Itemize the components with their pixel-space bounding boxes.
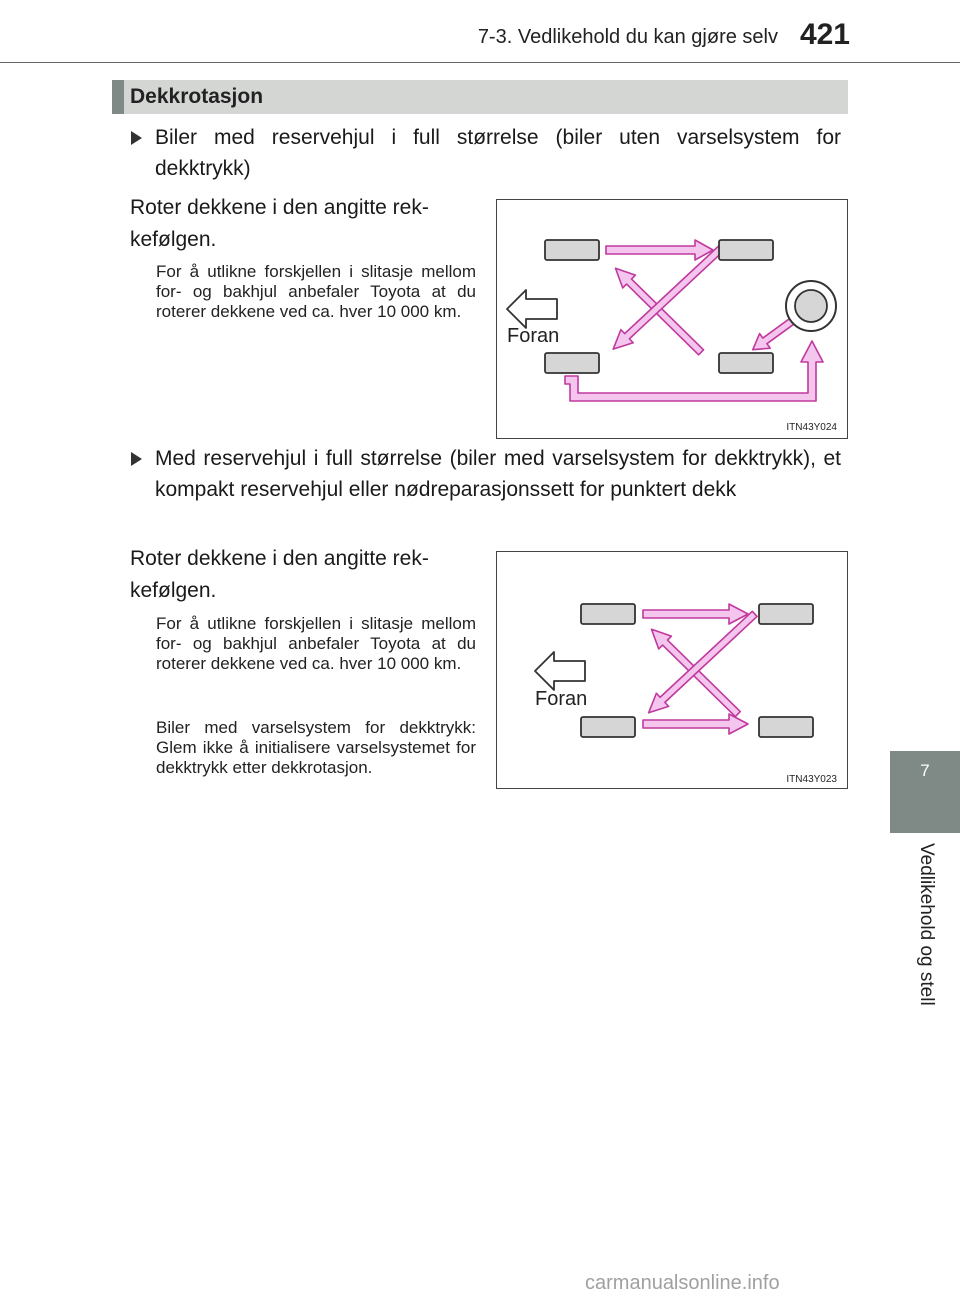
- bullet-text: Biler med reservehjul i full størrelse (biler uten varselsystem for dekktrykk): [155, 126, 841, 180]
- front-left-to-front-right-arrow: [606, 240, 713, 260]
- spare-wheel-inner: [795, 290, 827, 322]
- front-direction-arrow-icon: [507, 290, 557, 328]
- tire-front-left: [581, 604, 635, 624]
- figure-code: ITN43Y023: [786, 774, 837, 785]
- chapter-tab: [890, 751, 960, 833]
- diagonal-arrow-front-right-to-rear-left: [642, 607, 760, 719]
- front-label: Foran: [507, 325, 560, 347]
- tire-rear-right: [759, 717, 813, 737]
- bullet-text: Med reservehjul i full størrelse (biler med varselsystem for dekktrykk), et kompakt reservehjul eller nødreparasjonssett for punktert dekk: [155, 447, 841, 501]
- instruction-line: kefølgen.: [130, 228, 217, 251]
- tire-rear-left: [545, 353, 599, 373]
- tire-front-right: [759, 604, 813, 624]
- tire-front-left: [545, 240, 599, 260]
- figure-code: ITN43Y024: [786, 422, 837, 433]
- spare-to-rear-right-arrow: [747, 314, 796, 357]
- chapter-number: 7: [920, 761, 930, 780]
- rotation-diagram-1: [496, 199, 848, 439]
- diagonal-arrow-front-right-to-rear-left: [607, 241, 728, 356]
- rear-left-to-rear-right-arrow: [643, 714, 748, 734]
- front-direction-arrow-icon: [535, 652, 585, 690]
- front-left-to-front-right-arrow: [643, 604, 748, 624]
- header-divider: [0, 62, 960, 63]
- bullet-item: [155, 122, 841, 184]
- running-header: 7-3. Vedlikehold du kan gjøre selv: [477, 26, 778, 48]
- bullet-triangle-icon: [131, 452, 142, 466]
- instruction-line: Roter dekkene i den angitte rek-: [130, 196, 429, 219]
- instruction-line: Roter dekkene i den angitte rek-: [130, 547, 429, 570]
- watermark-text: carmanualsonline.info: [585, 1272, 780, 1294]
- bullet-item: [155, 443, 841, 505]
- bullet-triangle-icon: [131, 131, 142, 145]
- note-text: For å utlikne forskjellen i slitasje mellom for- og bakhjul anbefaler Toyota at du roterer dekkene ved ca. hver 10 000 km.: [156, 262, 476, 321]
- rotation-diagram-2-svg: [497, 552, 847, 788]
- note-text: Biler med varselsystem for dekktrykk: Glem ikke å initialisere varselsystemet for dekktrykk etter dekkrotasjon.: [156, 718, 476, 777]
- tire-rear-left: [581, 717, 635, 737]
- rotation-diagram-2: [496, 551, 848, 789]
- front-label: Foran: [535, 688, 588, 710]
- instruction-text: [130, 192, 476, 256]
- section-title: Dekkrotasjon: [130, 85, 264, 108]
- tire-rear-right: [719, 353, 773, 373]
- page-number: 421: [799, 18, 850, 51]
- section-heading: [112, 80, 848, 114]
- instruction-text: [130, 543, 476, 607]
- chapter-label: [890, 833, 960, 1043]
- instruction-line: kefølgen.: [130, 579, 217, 602]
- tire-front-right: [719, 240, 773, 260]
- chapter-label-text: Vedlikehold og stell: [916, 843, 937, 1006]
- note-text: For å utlikne forskjellen i slitasje mellom for- og bakhjul anbefaler Toyota at du roterer dekkene ved ca. hver 10 000 km.: [156, 614, 476, 673]
- rotation-diagram-1-svg: [497, 200, 847, 438]
